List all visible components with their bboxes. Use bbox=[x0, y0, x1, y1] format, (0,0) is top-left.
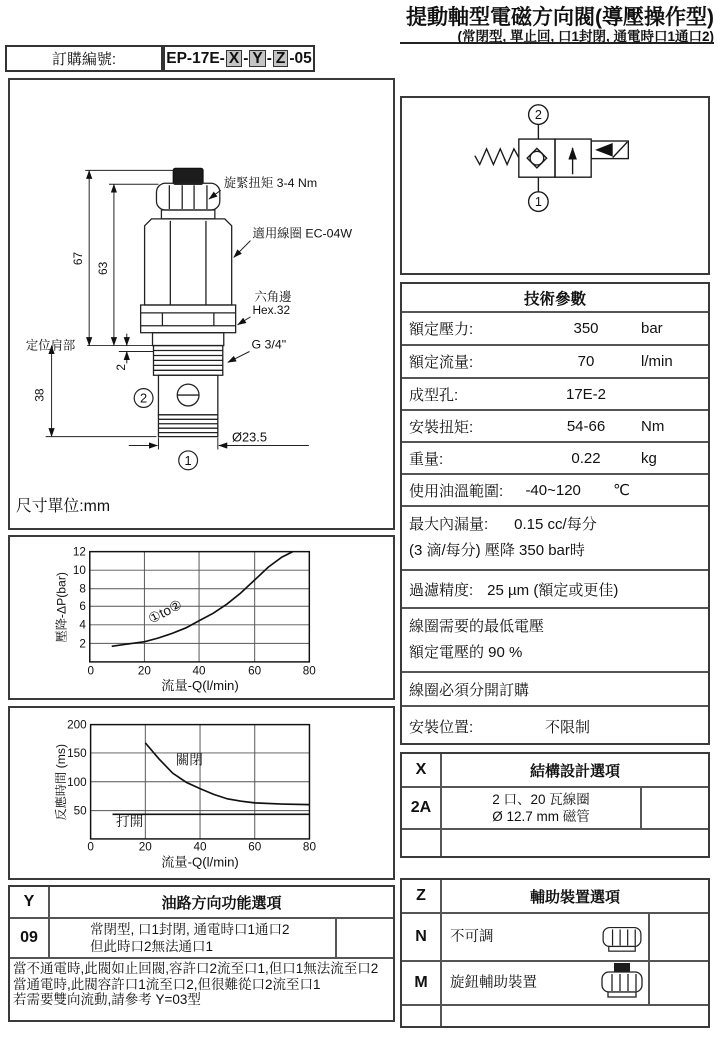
table-row bbox=[402, 673, 708, 707]
y-option-title: 油路方向功能選項 bbox=[161, 894, 282, 912]
dim-2: 2 bbox=[113, 364, 128, 371]
x-option-header bbox=[402, 754, 708, 788]
shoulder-washer bbox=[153, 333, 224, 346]
hex-nut-icon bbox=[600, 920, 644, 954]
param-value: 54-66 bbox=[566, 417, 606, 435]
stem-thread bbox=[158, 415, 217, 437]
param-label: 額定流量: bbox=[409, 354, 474, 371]
spring-icon bbox=[475, 149, 519, 165]
empty-cell bbox=[650, 914, 708, 960]
option-desc-line: 2 口、20 瓦線圈 bbox=[492, 792, 590, 807]
order-code-y: Y bbox=[249, 50, 265, 67]
nut-flange bbox=[161, 210, 214, 219]
symbol-box-checked bbox=[519, 139, 555, 177]
close-time-curve bbox=[145, 743, 309, 805]
table-row bbox=[402, 346, 708, 379]
port-1-number: 1 bbox=[184, 452, 192, 468]
param-value: 350 bbox=[573, 320, 599, 337]
table-row bbox=[402, 443, 708, 475]
x-tick: 0 bbox=[87, 664, 95, 678]
param-value: 0.22 bbox=[571, 449, 601, 467]
z-option-header bbox=[402, 880, 708, 914]
pressure-drop-curve bbox=[112, 552, 293, 647]
valve-drawing bbox=[10, 80, 393, 528]
y-tick: 4 bbox=[79, 618, 86, 632]
order-code-z: Z bbox=[273, 50, 288, 67]
x-tick: 40 bbox=[192, 664, 206, 678]
hex-label-en: Hex.32 bbox=[252, 302, 291, 317]
x-axis-label: 流量-Q(l/min) bbox=[161, 678, 239, 694]
empty-row bbox=[402, 830, 708, 856]
valve-outline bbox=[141, 168, 236, 436]
option-desc-line: 常閉型, 口1封閉, 通電時口1通口2 bbox=[90, 922, 290, 937]
empty-row bbox=[402, 1006, 708, 1026]
note-line: 若需要雙向流動,請參考 Y=03型 bbox=[13, 992, 201, 1007]
y-tick: 150 bbox=[67, 746, 87, 760]
x-axis-label: 流量-Q(l/min) bbox=[161, 854, 239, 870]
table-row bbox=[402, 507, 708, 571]
function-notes bbox=[10, 959, 393, 1008]
z-option-title: 輔助裝置選項 bbox=[529, 888, 620, 906]
option-desc-line: 但此時口2無法通口1 bbox=[90, 939, 214, 954]
order-code-suffix: -05 bbox=[289, 49, 312, 67]
x-tick: 20 bbox=[137, 664, 151, 678]
param-note: (3 滴/每分) 壓降 350 bar時 bbox=[409, 542, 585, 559]
x-tick: 20 bbox=[138, 840, 152, 854]
option-key-x: X bbox=[402, 754, 442, 786]
param-label: 重量: bbox=[409, 450, 444, 468]
tech-params-title: 技術參數 bbox=[402, 284, 708, 313]
tech-params-table bbox=[400, 282, 710, 745]
schematic-port-1: 1 bbox=[534, 195, 542, 210]
param-note: 額定電壓的 90 % bbox=[409, 644, 523, 661]
param-value: 70 bbox=[577, 353, 595, 370]
empty-cell bbox=[650, 962, 708, 1004]
response-time-chart bbox=[8, 706, 395, 880]
x-option-title: 結構設計選項 bbox=[529, 762, 620, 780]
param-unit: l/min bbox=[641, 353, 673, 370]
option-code: 09 bbox=[10, 919, 50, 957]
param-note: 線圈必須分開訂購 bbox=[409, 681, 530, 699]
y-option-table bbox=[8, 885, 395, 1022]
option-desc-line: Ø 12.7 mm 磁管 bbox=[492, 809, 590, 824]
option-code: 2A bbox=[402, 788, 442, 828]
z-option-table bbox=[400, 878, 710, 1028]
x-tick: 60 bbox=[248, 664, 262, 678]
param-unit: Nm bbox=[641, 417, 665, 435]
pressure-drop-chart bbox=[8, 535, 395, 700]
param-value: 25 µm (額定或更佳) bbox=[487, 581, 619, 599]
option-code: N bbox=[402, 914, 442, 960]
shoulder-label: 定位肩部 bbox=[25, 338, 76, 353]
schematic-port-2: 2 bbox=[534, 108, 542, 123]
param-label: 最大內漏量: bbox=[409, 516, 489, 533]
param-unit: kg bbox=[641, 449, 657, 467]
table-row bbox=[402, 609, 708, 673]
x-tick: 0 bbox=[87, 840, 94, 854]
page-subtitle: (常閉型, 單止回, 口1封閉, 通電時口1通口2) bbox=[457, 29, 714, 44]
table-row bbox=[402, 571, 708, 609]
y-option-header bbox=[10, 887, 393, 919]
param-label: 額定壓力: bbox=[409, 321, 474, 338]
param-label: 過濾精度: bbox=[409, 581, 474, 599]
y-axis-label: 壓降-ΔP(bar) bbox=[54, 572, 69, 643]
param-label: 使用油溫範圍: bbox=[409, 482, 504, 500]
param-value: 不限制 bbox=[545, 718, 591, 736]
response-time-plot bbox=[10, 708, 393, 878]
option-key-y: Y bbox=[10, 887, 50, 917]
thread-label: G 3/4" bbox=[251, 337, 287, 352]
solenoid-arrow bbox=[595, 143, 613, 157]
order-code-prefix: EP-17E- bbox=[166, 49, 225, 67]
x-tick: 80 bbox=[302, 664, 316, 678]
order-number-label: 訂購編號: bbox=[5, 45, 163, 72]
y-tick: 10 bbox=[72, 564, 86, 578]
x-tick: 60 bbox=[248, 840, 262, 854]
param-unit: ℃ bbox=[613, 482, 631, 499]
dim-67: 67 bbox=[71, 251, 86, 266]
dimension-unit-note: 尺寸單位:mm bbox=[15, 497, 111, 515]
coil-body bbox=[145, 219, 232, 305]
y-tick: 100 bbox=[67, 776, 87, 790]
param-value: 0.15 cc/每分 bbox=[514, 516, 597, 533]
title-underline bbox=[400, 42, 714, 44]
valve-drawing-panel bbox=[8, 78, 395, 530]
table-row bbox=[10, 919, 393, 959]
param-value: 17E-2 bbox=[565, 385, 607, 403]
curve-annotation: ①to② bbox=[145, 596, 185, 627]
schematic-panel bbox=[400, 96, 710, 275]
table-row bbox=[402, 313, 708, 346]
param-note: 線圈需要的最低電壓 bbox=[409, 618, 545, 635]
y-tick: 12 bbox=[72, 545, 86, 559]
knob-nut-icon bbox=[600, 963, 644, 1001]
option-description bbox=[442, 962, 650, 1004]
order-code bbox=[163, 45, 315, 72]
dim-38: 38 bbox=[32, 388, 47, 402]
y-tick: 8 bbox=[79, 582, 86, 596]
table-row bbox=[402, 707, 708, 745]
option-description bbox=[50, 919, 337, 957]
option-key-z: Z bbox=[402, 880, 442, 912]
x-tick: 40 bbox=[193, 840, 207, 854]
coil-label: 適用線圈 EC-04W bbox=[252, 226, 353, 241]
table-row bbox=[402, 962, 708, 1006]
open-curve-label: 打開 bbox=[116, 814, 144, 830]
dim-diameter: Ø23.5 bbox=[231, 429, 268, 445]
table-row bbox=[402, 788, 708, 830]
option-desc-line: 旋鈕輔助裝置 bbox=[450, 974, 537, 991]
close-curve-label: 關閉 bbox=[175, 752, 203, 768]
param-label: 安裝扭矩: bbox=[409, 418, 474, 436]
table-row bbox=[402, 475, 708, 507]
y-tick: 6 bbox=[79, 600, 86, 614]
empty-cell bbox=[337, 919, 393, 957]
y-axis-label: 反應時間 (ms) bbox=[54, 743, 69, 821]
hydraulic-symbol bbox=[402, 98, 708, 273]
table-row bbox=[402, 379, 708, 411]
x-option-table bbox=[400, 752, 710, 858]
option-description bbox=[442, 914, 650, 960]
dim-63: 63 bbox=[95, 261, 110, 275]
port-2-number: 2 bbox=[140, 390, 148, 406]
hex-label-cn: 六角邊 bbox=[254, 290, 292, 305]
y-tick: 2 bbox=[79, 637, 86, 651]
order-code-x: X bbox=[226, 50, 242, 67]
y-tick: 200 bbox=[67, 718, 87, 732]
order-code-dash1: - bbox=[243, 49, 249, 67]
option-desc-line: 不可調 bbox=[450, 928, 494, 945]
param-label: 安裝位置: bbox=[409, 718, 474, 736]
param-value: -40~120 bbox=[525, 481, 581, 499]
note-line: 當通電時,此閥容許口1流至口2,但很難從口2流至口1 bbox=[13, 976, 321, 992]
hex-section bbox=[141, 305, 236, 333]
knurled-nut bbox=[156, 183, 219, 210]
param-unit: bar bbox=[641, 320, 663, 337]
param-label: 成型孔: bbox=[409, 386, 459, 404]
pressure-drop-plot bbox=[10, 537, 393, 698]
order-code-dash2: - bbox=[266, 49, 272, 67]
y-tick: 50 bbox=[73, 804, 87, 818]
table-row bbox=[402, 914, 708, 962]
torque-label: 旋緊扭矩 3-4 Nm bbox=[223, 176, 318, 191]
cap-nut bbox=[173, 168, 203, 184]
option-code: M bbox=[402, 962, 442, 1004]
table-row bbox=[402, 411, 708, 443]
x-tick: 80 bbox=[302, 840, 316, 854]
note-line: 當不通電時,此閥如止回閥,容許口2流至口1,但口1無法流至口2 bbox=[13, 961, 379, 976]
option-description bbox=[442, 788, 642, 828]
empty-cell bbox=[642, 788, 708, 828]
page-title: 提動軸型電磁方向閥(導壓操作型) bbox=[406, 6, 714, 29]
